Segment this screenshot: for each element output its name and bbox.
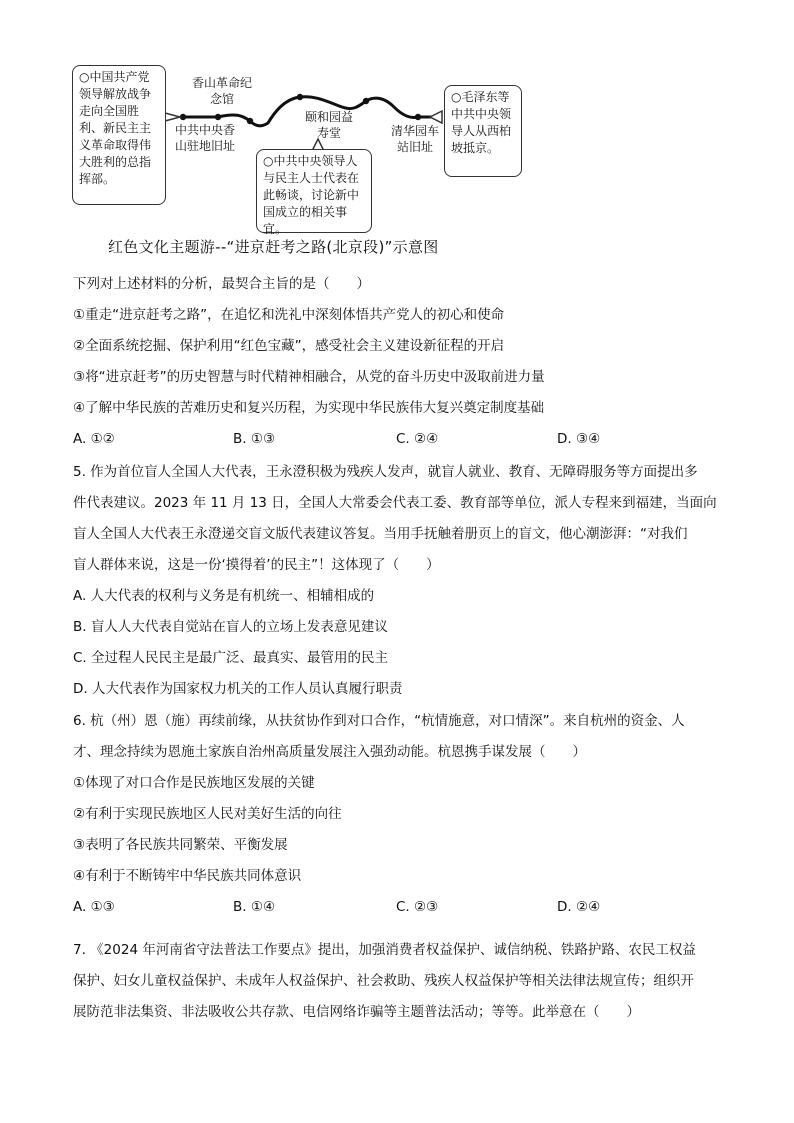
q5-option-c[interactable]: C. 全过程人民民主是最广泛、最真实、最管用的民主: [73, 650, 389, 666]
q6-item-3: ③表明了各民族共同繁荣、平衡发展: [73, 837, 288, 853]
q5-line-1: 5. 作为首位盲人全国人大代表，王永澄积极为残疾人发声，就盲人就业、教育、无障碍服务等方面提出多: [73, 464, 698, 480]
q4-option-d[interactable]: D. ③④: [557, 431, 601, 447]
q4-item-3: ③将“进京赶考”的历史智慧与时代精神相融合，从党的奋斗历史中汲取前进力量: [73, 369, 545, 385]
callout-middle-text: ○中共中央领导人与民主人士代表在此畅谈，讨论新中国成立的相关事宜。: [263, 154, 360, 236]
callout-right-text: ○毛泽东等中共中央领导人从西柏坡抵京。: [451, 90, 512, 155]
q7-line-1: 7. 《2024 年河南省守法普法工作要点》提出，加强消费者权益保护、诚信纳税、铁路护路、农民工权益: [73, 942, 696, 958]
q5-option-a[interactable]: A. 人大代表的权利与义务是有机统一、相辅相成的: [73, 588, 375, 604]
q6-option-b[interactable]: B. ①④: [233, 899, 276, 915]
callout-left-text: ○中国共产党领导解放战争走向全国胜利、新民主主义革命取得伟大胜利的总指挥部。: [79, 70, 152, 186]
q6-line-2: 才、理念持续为恩施土家族自治州高质量发展注入强劲动能。杭恩携手谋发展（ ）: [73, 744, 586, 760]
label-memorial: 香山革命纪念馆: [192, 76, 253, 106]
q5-line-4: 盲人群体来说，这是一份‘摸得着’的民主”！这体现了（ ）: [73, 557, 440, 573]
q6-option-a[interactable]: A. ①③: [73, 899, 115, 915]
q6-item-2: ②有利于实现民族地区人民对美好生活的向往: [73, 806, 342, 822]
label-yiheyuan: 颐和园益寿堂: [304, 110, 353, 140]
q4-option-b[interactable]: B. ①③: [233, 431, 276, 447]
label-xiangshan: 中共中央香山驻地旧址: [174, 123, 235, 153]
q6-item-4: ④有利于不断铸牢中华民族共同体意识: [73, 868, 302, 884]
callout-left: [72, 65, 166, 205]
q5-option-b[interactable]: B. 盲人人大代表自觉站在盲人的立场上发表意见建议: [73, 619, 388, 635]
q4-option-c[interactable]: C. ②④: [396, 431, 439, 447]
q4-stem: 下列对上述材料的分析，最契合主旨的是（ ）: [73, 276, 370, 292]
q6-line-1: 6. 杭（州）恩（施）再续前缘，从扶贫协作到对口合作，“杭情施意，对口情深”。来自杭州的资金、人: [73, 713, 685, 729]
callout-right: [444, 85, 522, 177]
q7-line-3: 展防范非法集资、非法吸收公共存款、电信网络诈骗等主题普法活动；等等。此举意在（ ）: [73, 1004, 640, 1020]
route-node-mid2: [363, 98, 369, 104]
label-qinghua: 清华园车站旧址: [390, 124, 439, 154]
q4-item-1: ①重走“进京赶考之路”，在追忆和洗礼中深刻体悟共产党人的初心和使命: [73, 307, 505, 323]
route-node-qinghua: [415, 114, 421, 120]
q5-line-3: 盲人全国人大代表王永澄递交盲文版代表建议答复。当用手抚触着册页上的盲文，他心潮澎湃：“对我们: [73, 526, 688, 542]
q4-option-a[interactable]: A. ①②: [73, 431, 115, 447]
q6-option-d[interactable]: D. ②④: [557, 899, 601, 915]
q5-option-d[interactable]: D. 人大代表作为国家权力机关的工作人员认真履行职责: [73, 681, 403, 697]
q6-option-c[interactable]: C. ②③: [396, 899, 439, 915]
q7-line-2: 保护、妇女儿童权益保护、未成年人权益保护、社会救助、残疾人权益保护等相关法律法规宣传；组织开: [73, 973, 694, 989]
route-node-yiheyuan: [297, 94, 303, 100]
route-node-memorial: [215, 114, 221, 120]
route-node-mid: [247, 118, 253, 124]
q4-item-4: ④了解中华民族的苦难历史和复兴历程，为实现中华民族伟大复兴奠定制度基础: [73, 400, 545, 416]
callout-middle: [256, 149, 372, 236]
q4-item-2: ②全面系统挖掘、保护利用“红色宝藏”，感受社会主义建设新征程的开启: [73, 338, 505, 354]
diagram-caption: 红色文化主题游--“进京赶考之路(北京段)”示意图: [108, 238, 439, 256]
q5-line-2: 件代表建议。2023 年 11 月 13 日，全国人大常委会代表工委、教育部等单位，派人专程来到福建，当面向: [73, 495, 717, 511]
route-diagram: [60, 55, 540, 240]
q6-item-1: ①体现了对口合作是民族地区发展的关键: [73, 775, 315, 791]
